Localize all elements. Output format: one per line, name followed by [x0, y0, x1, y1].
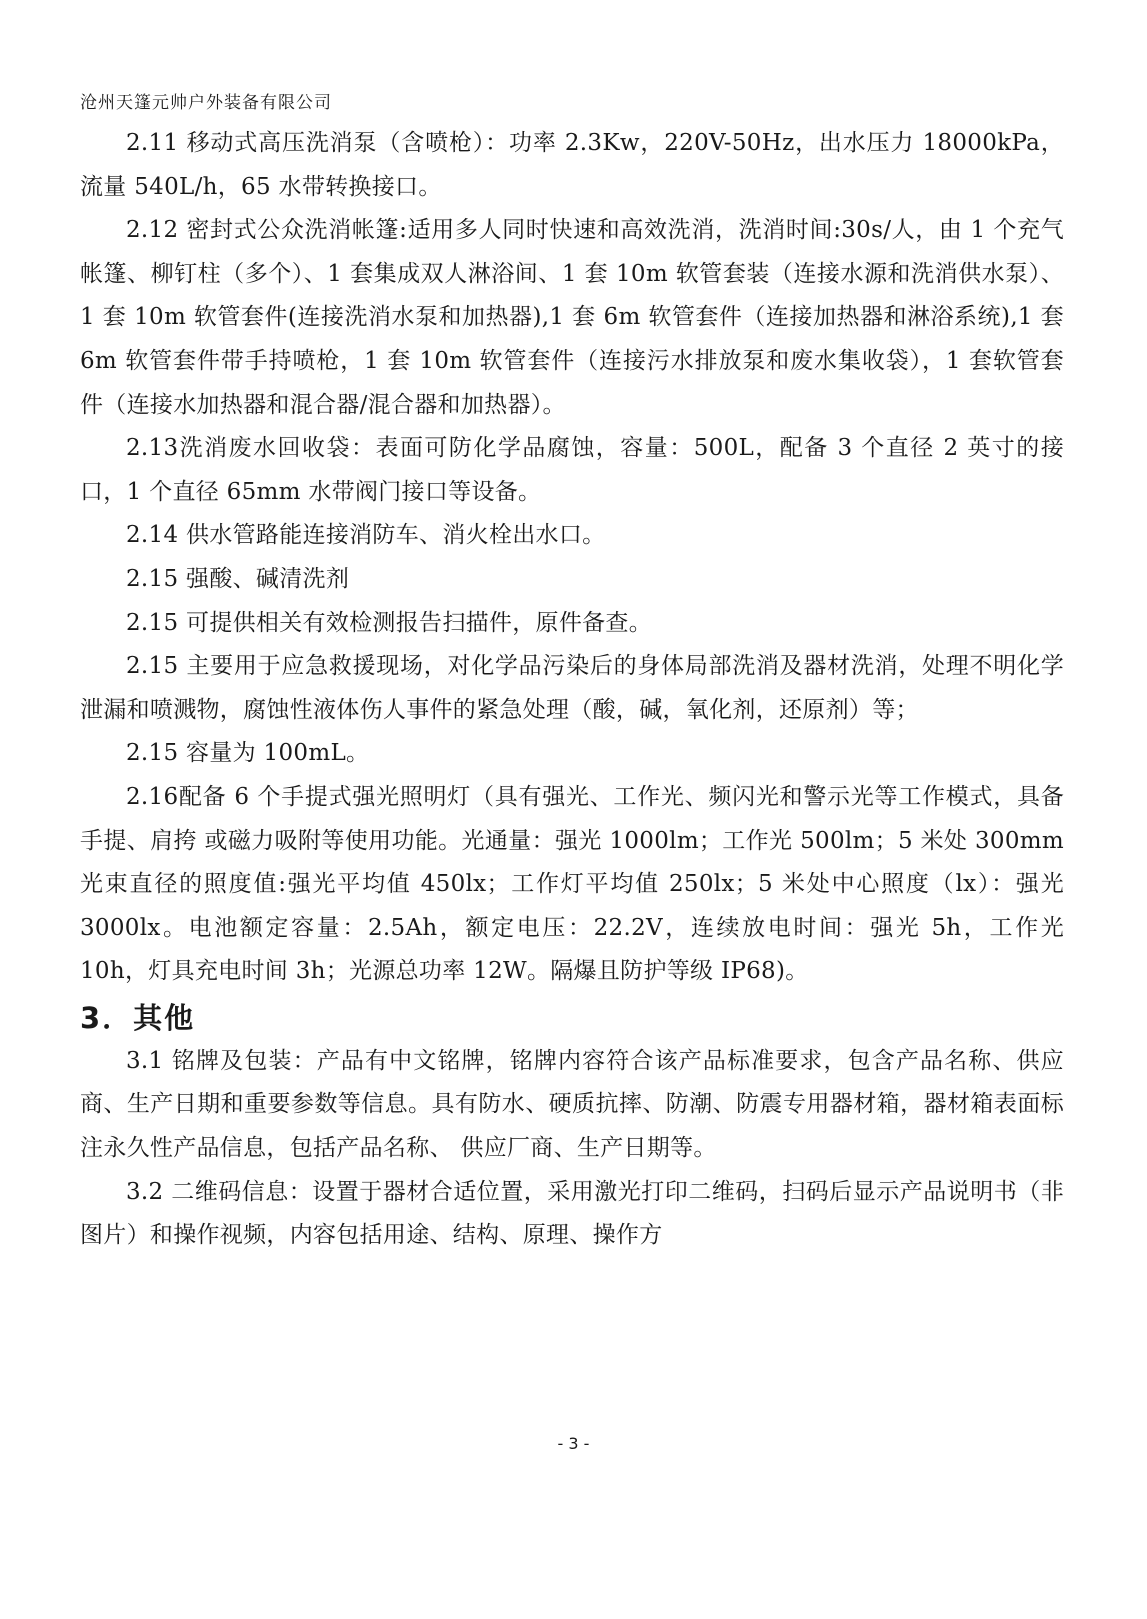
paragraph-2-14: 2.14 供水管路能连接消防车、消火栓出水口。 [126, 522, 606, 549]
section-heading-other: 3．其他 [80, 1000, 196, 1035]
paragraph-2-15-report: 2.15 可提供相关有效检测报告扫描件，原件备查。 [126, 609, 653, 636]
document-body [80, 122, 1064, 1258]
paragraph-3-1: 3.1 铭牌及包装：产品有中文铭牌，铭牌内容符合该产品标准要求，包含产品名称、供应商、生产日期和重要参数等信息。具有防水、硬质抗摔、防潮、防震专用器材箱，器材箱表面标注永久性产品信息，包括产品名称、 供应厂商、生产日期等。 [80, 1047, 1064, 1162]
company-header: 沧州天篷元帅户外装备有限公司 [80, 93, 332, 113]
paragraph-2-15-cleaner: 2.15 强酸、碱清洗剂 [126, 565, 350, 592]
paragraph-2-15-usage: 2.15 主要用于应急救援现场，对化学品污染后的身体局部洗消及器材洗消，处理不明化学泄漏和喷溅物，腐蚀性液体伤人事件的紧急处理（酸，碱，氧化剂，还原剂）等； [80, 653, 1064, 723]
paragraph-2-15-capacity: 2.15 容量为 100mL。 [126, 740, 370, 767]
paragraph-2-16: 2.16配备 6 个手提式强光照明灯（具有强光、工作光、频闪光和警示光等工作模式，具备手提、肩挎 或磁力吸附等使用功能。光通量：强光 1000lm；工作光 500lm；5 米处 300mm 光束直径的照度值:强光平均值 450lx；工作灯平均值 250lx；5 米处中心照度（lx）：强光 3000lx。电池额定容量：2.5Ah，额定电压：22.2V，连续放电时间：强光 5h，工作光 10h，灯具充电时间 3h；光源总功率 12W。隔爆且防护等级 IP68)。 [80, 783, 1064, 985]
paragraph-2-11: 2.11 移动式高压洗消泵（含喷枪）：功率 2.3Kw，220V-50Hz，出水压力 18000kPa，流量 540L/h，65 水带转换接口。 [80, 130, 1064, 200]
paragraph-2-12: 2.12 密封式公众洗消帐篷:适用多人同时快速和高效洗消，洗消时间:30s/人，由 1 个充气帐篷、柳钉柱（多个）、1 套集成双人淋浴间、1 套 10m 软管套装（连接水源和洗消供水泵）、1 套 10m 软管套件(连接洗消水泵和加热器),1 套 6m 软管套件（连接加热器和淋浴系统),1 套 6m 软管套件带手持喷枪，1 套 10m 软管套件（连接污水排放泵和废水集收袋），1 套软管套件（连接水加热器和混合器/混合器和加热器）。 [80, 217, 1064, 418]
paragraph-2-13: 2.13洗消废水回收袋：表面可防化学品腐蚀，容量：500L，配备 3 个直径 2 英寸的接口，1 个直径 65mm 水带阀门接口等设备。 [80, 435, 1064, 505]
page-number: - 3 - [557, 1434, 590, 1453]
paragraph-3-2: 3.2 二维码信息：设置于器材合适位置，采用激光打印二维码，扫码后显示产品说明书（非图片）和操作视频，内容包括用途、结构、原理、操作方 [80, 1178, 1064, 1249]
